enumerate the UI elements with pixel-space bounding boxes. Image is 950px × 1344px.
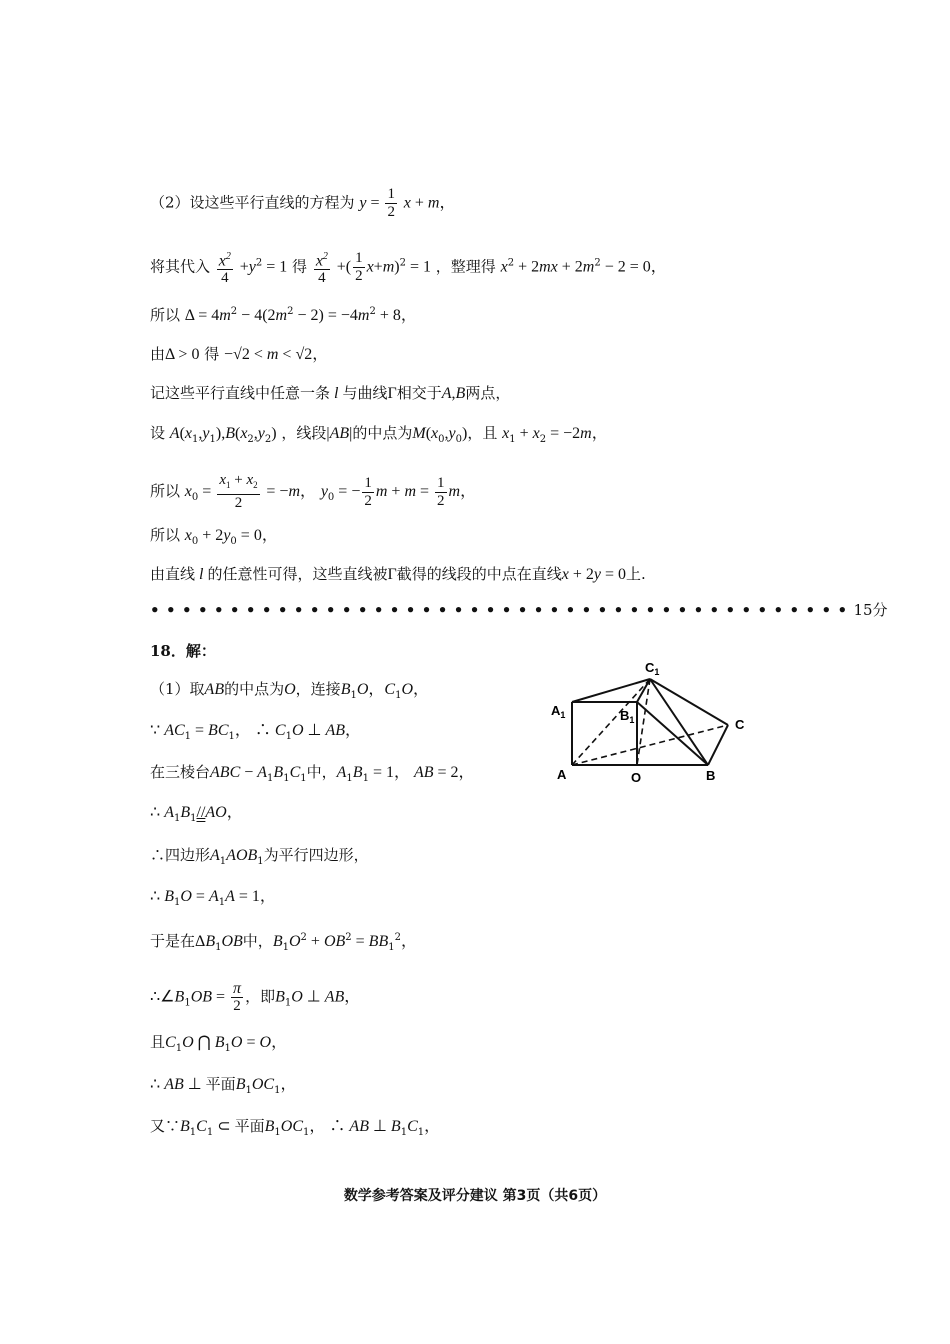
label-B: B [706, 768, 716, 783]
line-substitute: 将其代入 $\frac{x^2}{4}$ $+y^2 = 1$ 得 $\frac{x^2}{4}$ +( $\frac{1}{2}$ x+m)$^2$ = 1 ，整理得 $x^2 + 2mx + 2m^2 - 2 = 0$， [150, 248, 667, 287]
q18-step-9: 且$C_1O$ ⋂ $B_1O = O$， [150, 1033, 288, 1054]
edge-C1-C [650, 679, 728, 725]
q18-step-10: ∴ AB ⊥ 平面$B_1OC_1$， [150, 1075, 297, 1096]
q18-step-5: ∴四边形$A_1AOB_1$为平行四边形， [150, 846, 369, 867]
q18-step-11: 又$\because B_1C_1$ ⊂ 平面$B_1OC_1$， ∴ AB ⊥ $B_1C_1$， [150, 1117, 441, 1138]
line-result: 所以 $x_0 + 2y_0 = 0$， [150, 526, 278, 547]
figure-edges [572, 679, 728, 765]
label-A: A [557, 767, 567, 782]
score-leader: ••••••••••••••••••••••••••••••••••••••••••••15分 [150, 601, 888, 619]
page-footer: 数学参考答案及评分建议 第3页（共6页） [343, 1188, 607, 1204]
q18-step-3: 在三棱台ABC − $A_1B_1C_1$中，$A_1B_1 = 1$， AB = 2， [150, 763, 475, 784]
q18-step-2: ∵ $AC_1 = BC_1$， ∴ $C_1O$ ⊥ AB， [150, 722, 361, 742]
line-points: 设 $A(x_1,y_1),B(x_2,y_2)$ ，线段|AB|的中点为$M(x_0,y_0)$，且 $x_1 + x_2 = -2m$， [150, 424, 608, 445]
q18-step-7: 于是在$\Delta B_1OB$中，$B_1O^2 + OB^2 = BB_1^2$， [150, 932, 417, 953]
question-18-title: 18．解： [150, 642, 216, 660]
label-B1: $B_1$ [620, 708, 635, 725]
line-range-m: 由Δ > 0 得 −√2 < m < √2， [150, 345, 329, 363]
line-conclusion: 由直线 l 的任意性可得，这些直线被Γ截得的线段的中点在直线x + 2y = 0上. [150, 565, 646, 583]
label-C: C [735, 717, 745, 732]
line-discriminant: 所以 $\Delta = 4m^2 - 4(2m^2 - 2) = -4m^2 + 8$， [150, 306, 417, 324]
edge-B-C [708, 725, 728, 765]
score-label: 15分 [853, 601, 888, 619]
figure-hidden-edges [572, 679, 728, 765]
line-parallel-equation: （2）设这些平行直线的方程为 y = $\frac{1}{2}$ x + m， [150, 186, 456, 220]
q18-step-1: （1）取AB的中点为O，连接$B_1O$，$C_1O$， [150, 680, 430, 701]
line-midpoint: 所以 $x_0$ = $\frac{x_1 + x_2}{2}$ = −m， $y_0$ = − $\frac{1}{2}$ m + m = $\frac{1}{2}$ m， [150, 472, 477, 511]
q18-step-8: $\therefore\angle B_1OB$ = $\frac{\pi}{2}$ ，即$B_1O$ ⊥ AB， [150, 980, 361, 1014]
line-intersection: 记这些平行直线中任意一条 l 与曲线Γ相交于A,B两点， [150, 384, 511, 402]
q18-step-6: ∴ $B_1O = A_1A = 1$， [150, 888, 276, 908]
frustum-figure [545, 655, 765, 790]
q18-step-4: ∴ $A_1B_1//AO$， [150, 804, 243, 824]
label-C1: $C_1$ [645, 660, 660, 677]
label-O: O [631, 770, 642, 785]
label-A1: $A_1$ [551, 703, 566, 720]
